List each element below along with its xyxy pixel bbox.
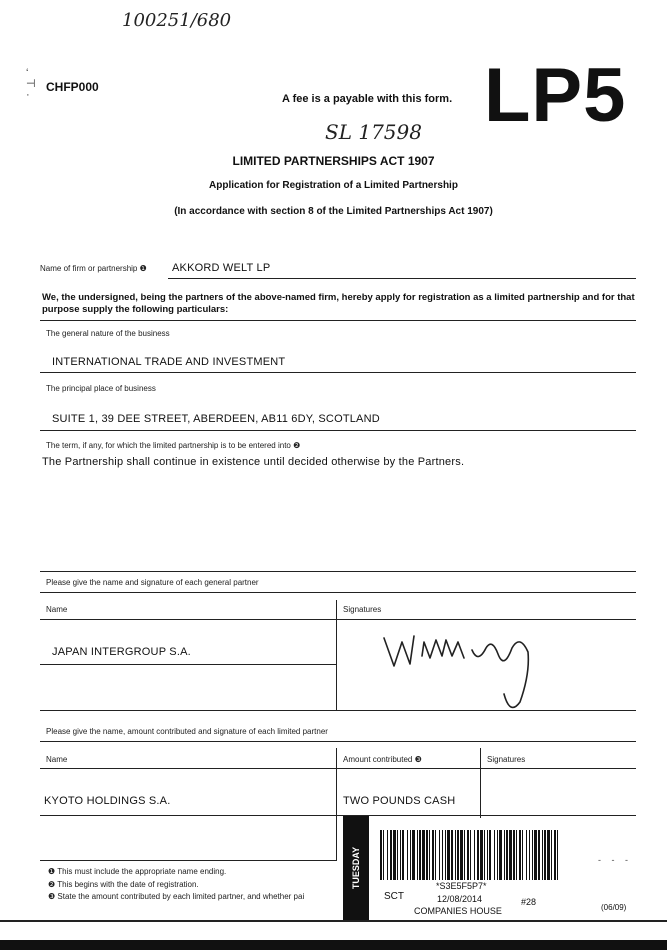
business-value[interactable]: INTERNATIONAL TRADE AND INVESTMENT (52, 356, 286, 368)
fee-notice: A fee is a payable with this form. (282, 93, 453, 105)
act-title: LIMITED PARTNERSHIPS ACT 1907 (232, 154, 435, 168)
margin-marks: ‘ ⊣ · (26, 67, 36, 101)
firm-name-label: Name of firm or partnership ❶ (40, 264, 147, 273)
limited-partner-amount[interactable]: TWO POUNDS CASH (343, 795, 456, 807)
business-rule (40, 372, 636, 373)
general-partner-signature (380, 624, 550, 720)
general-partner-row-rule (40, 664, 337, 665)
place-value[interactable]: SUITE 1, 39 DEE STREET, ABERDEEN, AB11 6DY, SCOTLAND (52, 413, 380, 425)
stamp-code: *S3E5F5P7* (436, 881, 487, 891)
stamp-barcode (380, 830, 560, 880)
stamp-number: #28 (521, 897, 537, 907)
limited-partners-name-header: Name (46, 755, 68, 764)
stamp-day: TUESDAY (351, 846, 361, 890)
general-partners-top-rule (40, 571, 636, 572)
limited-partner-name[interactable]: KYOTO HOLDINGS S.A. (44, 795, 171, 807)
general-partners-header-rule (40, 592, 636, 593)
limited-partners-divider-2 (480, 748, 481, 818)
footnote-2: ❷ This begins with the date of registration. (48, 880, 199, 889)
general-partners-intro: Please give the name and signature of each general partner (46, 578, 259, 587)
firm-name-rule (168, 278, 636, 279)
general-partners-signature-header: Signatures (343, 605, 382, 614)
business-label: The general nature of the business (46, 329, 170, 338)
general-partners-name-header: Name (46, 605, 68, 614)
declaration-text: We, the undersigned, being the partners of the above-named firm, hereby apply for registration as a limited partnership and for that purpose supply the following particulars: (42, 292, 635, 315)
footnote-1: ❶ This must include the appropriate name ending. (48, 867, 227, 876)
firm-name-value[interactable]: AKKORD WELT LP (172, 262, 271, 274)
stamp-date: 12/08/2014 (437, 894, 483, 904)
page-bottom-rule (0, 920, 667, 922)
general-partner-name[interactable]: JAPAN INTERGROUP S.A. (52, 646, 191, 658)
limited-partners-bottom-rule (40, 860, 337, 861)
declaration-rule (40, 320, 636, 321)
form-version: (06/09) (601, 903, 627, 912)
term-label: The term, if any, for which the limited partnership is to be entered into ❷ (46, 441, 301, 450)
form-code: CHFP000 (46, 80, 99, 94)
limited-partners-intro: Please give the name, amount contributed and signature of each limited partner (46, 727, 328, 736)
limited-partners-divider-1 (336, 748, 337, 860)
stamp-office: SCT (384, 891, 404, 902)
general-partners-col-rule (40, 619, 636, 620)
page-footer-band (0, 940, 667, 950)
handwritten-top-note: 100251/680 (122, 10, 232, 31)
margin-dash-right: - - - (598, 855, 632, 865)
accordance-note: (In accordance with section 8 of the Limited Partnerships Act 1907) (174, 206, 493, 217)
limited-partners-signature-header: Signatures (487, 755, 526, 764)
handwritten-reference: SL 17598 (325, 120, 422, 144)
form-number: LP5 (484, 53, 627, 138)
footnote-3: ❸ State the amount contributed by each limited partner, and whether pai (48, 892, 305, 901)
form-subtitle: Application for Registration of a Limited Partnership (209, 180, 458, 191)
stamp-registry: COMPANIES HOUSE (414, 906, 502, 916)
general-partners-divider (336, 600, 337, 710)
term-value[interactable]: The Partnership shall continue in existence until decided otherwise by the Partners. (42, 456, 465, 468)
limited-partner-row-rule (40, 815, 636, 816)
limited-partners-amount-header: Amount contributed ❸ (343, 755, 422, 764)
place-rule (40, 430, 636, 431)
place-label: The principal place of business (46, 384, 156, 393)
limited-partners-header-rule (40, 741, 636, 742)
limited-partners-col-rule (40, 768, 636, 769)
